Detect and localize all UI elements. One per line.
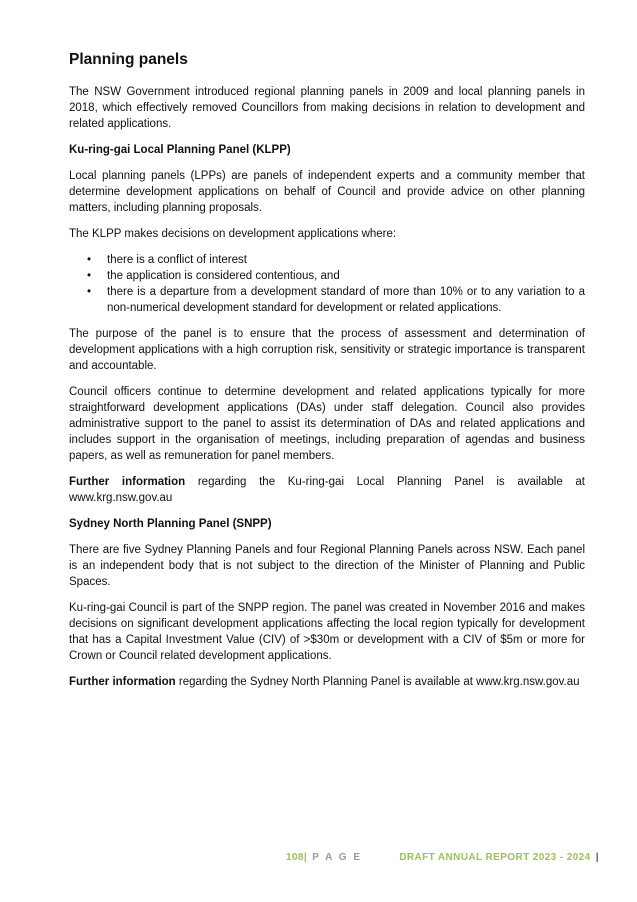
bullet-icon: • [87, 254, 92, 266]
further-info-label: Further information [69, 476, 186, 488]
list-item-text: there is a conflict of interest [107, 254, 247, 266]
page-title: Planning panels [69, 51, 188, 68]
bullet-icon: • [87, 286, 92, 298]
list-item [87, 252, 585, 268]
list-item [87, 284, 585, 316]
footer-end-bar: | [595, 852, 599, 863]
document-body [69, 50, 585, 700]
klpp-paragraph-1: Local planning panels (LPPs) are panels of independent experts and a community member that determine development applications on behalf of Council and provide advice on other planning matters, including planning proposals. [69, 170, 585, 214]
report-title: DRAFT ANNUAL REPORT 2023 - 2024 [399, 852, 591, 863]
page-footer [286, 852, 599, 863]
further-info-text: regarding the Sydney North Planning Panel is available at www.krg.nsw.gov.au [178, 676, 580, 688]
snpp-paragraph-2: Ku-ring-gai Council is part of the SNPP region. The panel was created in November 2016 and makes decisions on significant development applications affecting the local region typically for development that has a Capital Investment Value (CIV) of >$30m or development with a CIV of $5m or more for Crown or Council related development applications. [69, 602, 585, 662]
klpp-paragraph-4: Council officers continue to determine development and related applications typically for more straightforward development applications (DAs) under staff delegation. Council also provides administrative support to the panel to assist its determination of DAs and related applications and includes support in the organisation of meetings, including preparation of agendas and business papers, as well as remuneration for panel members. [69, 386, 585, 462]
page-word: P A G E [312, 852, 363, 863]
snpp-further-info [69, 674, 585, 690]
snpp-paragraph-1: There are five Sydney Planning Panels and four Regional Planning Panels across NSW. Each panel is an independent body that is not subject to the direction of the Minister of Planning and Public Spaces. [69, 544, 585, 588]
klpp-further-info [69, 474, 585, 506]
snpp-heading: Sydney North Planning Panel (SNPP) [69, 518, 272, 530]
further-info-text: regarding the Ku-ring-gai Local Planning Panel is available at www.krg.nsw.gov.au [69, 476, 585, 504]
klpp-heading: Ku-ring-gai Local Planning Panel (KLPP) [69, 144, 291, 156]
list-item-text: there is a departure from a development standard of more than 10% or to any variation to a non-numerical development standard for development or related applications. [107, 286, 585, 314]
intro-paragraph: The NSW Government introduced regional planning panels in 2009 and local planning panels in 2018, which effectively removed Councillors from making decisions in relation to development and related applications. [69, 86, 585, 130]
list-item [87, 268, 585, 284]
klpp-paragraph-3: The purpose of the panel is to ensure that the process of assessment and determination of development applications with a high corruption risk, sensitivity or strategic importance is transparent and accountable. [69, 328, 585, 372]
footer-separator: | [303, 852, 308, 863]
list-item-text: the application is considered contentious, and [107, 270, 340, 282]
bullet-icon: • [87, 270, 92, 282]
further-info-label: Further information [69, 676, 176, 688]
page-number: 108 [286, 852, 304, 863]
klpp-criteria-list [69, 252, 585, 316]
klpp-paragraph-2: The KLPP makes decisions on development applications where: [69, 228, 397, 240]
